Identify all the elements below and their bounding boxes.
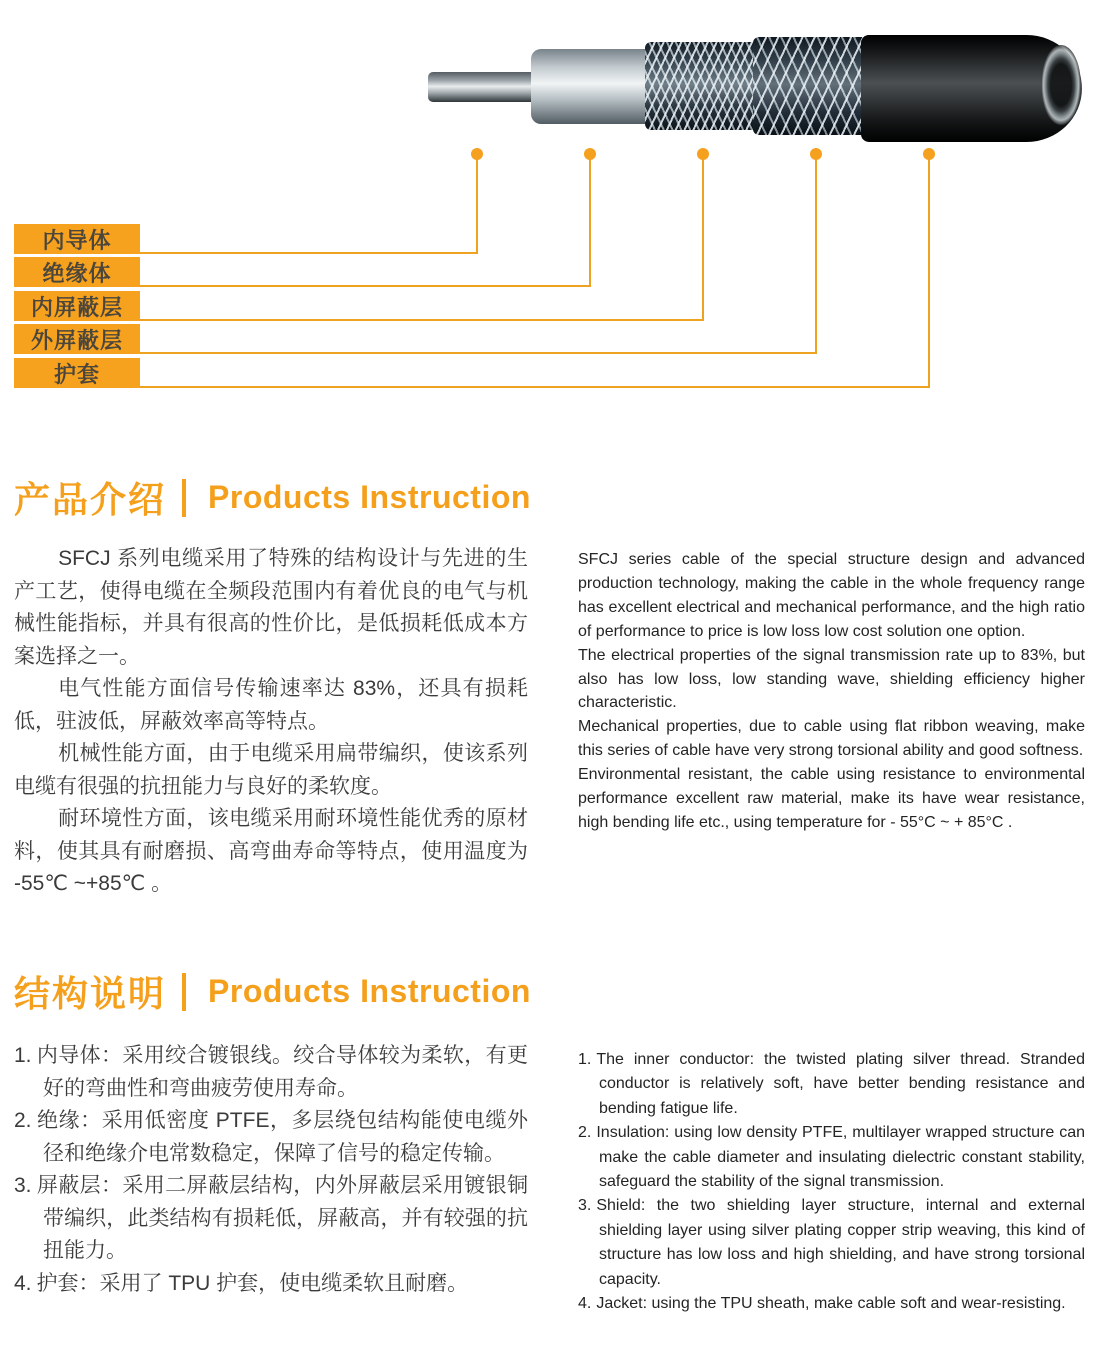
callout-line — [815, 158, 817, 354]
structure-zh-item: 2. 绝缘：采用低密度 PTFE，多层绕包结构能使电缆外径和绝缘介电常数稳定，保障了信号的稳定传输。 — [14, 1109, 528, 1165]
cable-insulator-image — [531, 49, 649, 124]
callout-dot — [584, 148, 596, 160]
intro-zh-paragraph: SFCJ 系列电缆采用了特殊的结构设计与先进的生产工艺，使得电缆在全频段范围内有着优良的电气与机械性能指标，并具有很高的性价比，是低损耗低成本方案选择之一。 — [14, 547, 528, 668]
structure-en-item: 4. Jacket: using the TPU sheath, make cable soft and wear-resisting. — [578, 1295, 1066, 1313]
intro-zh-paragraph: 耐环境性方面，该电缆采用耐环境性能优秀的原材料，使其具有耐磨损、高弯曲寿命等特点，使用温度为 -55℃ ~+85℃ 。 — [14, 807, 528, 895]
intro-text-en — [578, 548, 1085, 835]
intro-en-paragraph: The electrical properties of the signal transmission rate up to 83%, but also has low loss, low standing wave, shielding efficiency higher characteristic. — [578, 646, 1085, 712]
intro-text-zh — [14, 543, 528, 901]
cable-jacket-end-face — [1041, 45, 1081, 125]
intro-zh-paragraph: 电气性能方面信号传输速率达 83%，还具有损耗低，驻波低，屏蔽效率高等特点。 — [14, 677, 528, 733]
label-inner-shield: 内屏蔽层 — [14, 291, 140, 321]
cable-inner-conductor-image — [428, 72, 538, 102]
callout-line — [589, 158, 591, 287]
structure-en-item: 1. The inner conductor: the twisted plating silver thread. Stranded conductor is relatively soft, have better bending resistance and bending fatigue life. — [578, 1051, 1085, 1117]
intro-section-heading — [14, 472, 531, 523]
callout-line — [140, 319, 704, 321]
structure-zh-item: 4. 护套：采用了 TPU 护套，使电缆柔软且耐磨。 — [14, 1271, 469, 1295]
structure-list-zh — [14, 1040, 528, 1300]
structure-section-heading — [14, 966, 531, 1017]
callout-line — [140, 252, 478, 254]
callout-line — [140, 352, 817, 354]
heading-divider — [182, 973, 186, 1011]
structure-heading-zh: 结构说明 — [14, 973, 167, 1014]
structure-zh-item: 1. 内导体：采用绞合镀银线。绞合导体较为柔软，有更好的弯曲性和弯曲疲劳使用寿命。 — [14, 1044, 528, 1100]
structure-list-en — [578, 1048, 1085, 1316]
intro-en-paragraph: Environmental resistant, the cable using resistance to environmental performance excellent raw material, make its have wear resistance, high bending life etc., using temperature for - 55°C ~ + 85°C . — [578, 766, 1085, 831]
intro-en-paragraph: Mechanical properties, due to cable using flat ribbon weaving, make this series of cable have very strong torsional ability and good softness. — [578, 718, 1085, 760]
intro-en-paragraph: SFCJ series cable of the special structure design and advanced production technology, making the cable in the whole frequency range has excellent electrical and mechanical performance, and the high ratio of performance to price is low loss low cost solution one option. — [578, 551, 1085, 640]
callout-dot — [471, 148, 483, 160]
callout-dot — [810, 148, 822, 160]
label-outer-shield: 外屏蔽层 — [14, 324, 140, 354]
intro-heading-zh: 产品介绍 — [14, 479, 167, 520]
callout-line — [928, 158, 930, 388]
callout-line — [476, 158, 478, 254]
callout-dot — [923, 148, 935, 160]
label-inner-conductor: 内导体 — [14, 224, 140, 254]
callout-line — [140, 285, 591, 287]
heading-divider — [182, 479, 186, 517]
structure-zh-item: 3. 屏蔽层：采用二屏蔽层结构，内外屏蔽层采用镀银铜带编织，此类结构有损耗低，屏蔽高，并有较强的抗扭能力。 — [14, 1174, 528, 1262]
label-jacket: 护套 — [14, 358, 140, 388]
structure-en-item: 2. Insulation: using low density PTFE, multilayer wrapped structure can make the cable diameter and insulating dielectric constant stability, safeguard the stability of the signal transmission. — [578, 1124, 1085, 1191]
callout-line — [140, 386, 930, 388]
intro-zh-paragraph: 机械性能方面，由于电缆采用扁带编织，使该系列电缆有很强的抗扭能力与良好的柔软度。 — [14, 742, 528, 798]
cable-inner-shield-image — [645, 42, 757, 130]
cable-jacket-image — [861, 35, 1082, 142]
structure-heading-en: Products Instruction — [208, 973, 531, 1009]
label-insulator: 绝缘体 — [14, 257, 140, 287]
intro-heading-en: Products Instruction — [208, 479, 531, 515]
cable-outer-shield-image — [753, 37, 865, 135]
callout-dot — [697, 148, 709, 160]
structure-en-item: 3. Shield: the two shielding layer structure, internal and external shielding layer using silver plating copper strip weaving, this kind of structure has low loss and high shielding, and have strong torsional capacity. — [578, 1197, 1085, 1288]
callout-line — [702, 158, 704, 321]
